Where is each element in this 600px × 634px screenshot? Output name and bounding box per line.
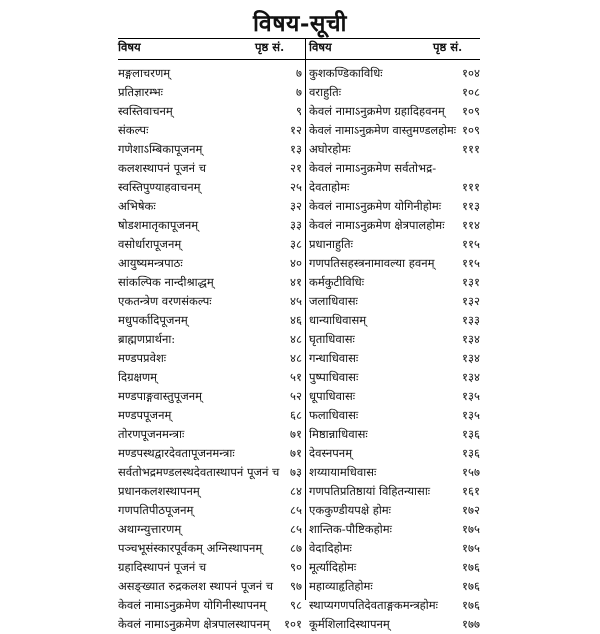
toc-entry-page: ११५ [462,256,480,270]
toc-entry-title [309,615,390,634]
toc-entry-title-line: मण्डपस्थद्वारदेवतापूजनमन्त्राः [118,446,235,460]
toc-entry-title [118,463,279,482]
toc-entry-title [309,482,430,501]
left-toc-column [118,64,302,634]
toc-entry-title-line: षोडशमातृकापूजनम् [118,218,199,232]
toc-entry-title [309,330,355,349]
toc-entry [309,121,480,140]
left-subject-header: विषय [118,40,141,54]
toc-entry-title [118,64,170,83]
toc-entry [309,406,480,425]
toc-entry-page: १७७ [462,617,480,631]
toc-entry-page: ७१ [290,427,302,441]
toc-entry-page: १११ [462,142,480,156]
toc-entry-title [309,387,355,406]
toc-entry-title [309,254,435,273]
toc-entry-title [309,463,376,482]
toc-entry-title [309,311,366,330]
toc-entry [309,102,480,121]
toc-entry [309,159,480,197]
toc-entry [118,140,302,159]
toc-entry-page: ११३ [462,199,480,213]
toc-entry-page: ९७ [290,579,302,593]
toc-entry-title-line: वराहुतिः [309,85,342,99]
toc-entry-page: ४६ [290,313,302,327]
toc-entry [118,463,302,482]
toc-entry-title-line: धूपाधिवासः [309,389,356,403]
toc-entry [118,596,302,615]
toc-entry-title-line: गन्धाधिवासः [309,351,359,365]
toc-entry-title [118,216,198,235]
toc-entry-title [118,330,175,349]
toc-entry-page: १०४ [462,66,480,80]
toc-entry-page: ८५ [290,522,302,536]
toc-entry-title-line: केवलं नामाऽनुक्रमेण क्षेत्रपालहोमः [309,218,445,232]
toc-entry-page: ८५ [290,503,302,517]
toc-entry-title-line: अभिषेकः [118,199,156,213]
toc-entry-page: ८४ [290,484,302,498]
toc-entry-title [309,349,358,368]
toc-entry-title-line: शय्यायामधिवासः [309,465,377,479]
toc-entry [118,311,302,330]
toc-entry [118,368,302,387]
toc-entry-title [118,444,235,463]
toc-entry-page: ७१ [290,446,302,460]
toc-entry-title [118,577,273,596]
toc-entry [309,501,480,520]
toc-entry-title-line: गणपतिसहस्त्रनामावल्या हवनम् [309,256,435,270]
toc-entry-title [309,368,358,387]
toc-entry [118,406,302,425]
toc-entry-title-line: देवताहोमः [309,180,350,194]
toc-entry-page: १३२ [462,294,480,308]
toc-entry-title-line: मण्डपाङ्गवास्तुपूजनम् [118,389,203,403]
toc-entry-title-line: वेदादिहोमः [309,541,352,555]
toc-entry-page: ४५ [290,294,302,308]
toc-entry-title [309,83,341,102]
toc-entry [118,444,302,463]
header-top-rule [118,38,480,39]
toc-entry [309,368,480,387]
toc-entry [309,425,480,444]
toc-entry [309,349,480,368]
toc-entry-title [309,558,356,577]
toc-entry [309,596,480,615]
toc-entry-title-line: देवस्नपनम् [309,446,353,460]
toc-entry-title [309,159,436,197]
toc-entry-title-line: मिष्ठान्नाधिवासः [309,427,368,441]
toc-entry-page: ६८ [290,408,302,422]
toc-entry-title [118,83,163,102]
toc-entry [118,482,302,501]
toc-entry [118,273,302,292]
toc-entry-title-line: प्रधानाहुतिः [309,237,353,251]
toc-entry-title [118,482,200,501]
toc-entry-page: १३४ [462,351,480,365]
toc-entry-title [118,121,148,140]
toc-entry-title-line: ग्रहादिस्थापनं पूजनं च [118,560,207,574]
toc-entry-title [118,102,173,121]
toc-entry-page: १०९ [462,104,480,118]
toc-entry [118,121,302,140]
toc-entry-title-line: केवलं नामाऽनुक्रमेण योगिनीहोमः [309,199,442,213]
toc-entry-page: १३१ [462,275,480,289]
toc-entry-page: २१ [290,161,302,175]
toc-entry-page: ७ [296,66,302,80]
toc-entry-title-line: केवलं नामाऽनुक्रमेण सर्वतोभद्र- [309,161,437,175]
toc-entry-title [309,425,368,444]
toc-entry-title [309,444,352,463]
toc-entry [118,539,302,558]
toc-entry [309,539,480,558]
toc-entry-title [309,406,358,425]
toc-entry-title [118,311,188,330]
toc-entry-page: ३८ [290,237,302,251]
toc-entry-title-line: तोरणपूजनमन्त्राः [118,427,185,441]
toc-entry-title [309,273,364,292]
toc-entry-page: ३३ [290,218,302,232]
toc-entry [118,501,302,520]
toc-entry-title-line: आयुष्यमन्त्रपाठः [118,256,183,270]
toc-entry [309,463,480,482]
toc-entry-title-line: सांकल्पिक नान्दीश्राद्धम् [118,275,214,289]
toc-entry [309,64,480,83]
toc-entry [309,558,480,577]
toc-entry-page: ४८ [290,332,302,346]
toc-entry [309,273,480,292]
toc-entry-title [118,273,214,292]
toc-entry-page: ३२ [290,199,302,213]
toc-entry-title-line: वसोर्धारापूजनम् [118,237,182,251]
toc-entry-title-line: अघोरहोमः [309,142,351,156]
toc-entry-page: ९८ [290,598,302,612]
toc-entry-title-line: केवलं नामाऽनुक्रमेण क्षेत्रपालस्थापनम् [118,617,270,631]
toc-entry [309,235,480,254]
toc-entry [118,102,302,121]
toc-entry [118,159,302,178]
toc-entry-page: १३६ [462,446,480,460]
toc-entry-title-line: प्रतिज्ञारम्भः [118,85,163,99]
toc-entry-page: १०९ [462,123,480,137]
toc-entry [309,83,480,102]
toc-entry [309,292,480,311]
toc-entry-title [309,121,456,140]
toc-entry [118,330,302,349]
toc-entry-title-line: स्वस्तिवाचनम् [118,104,173,118]
toc-entry-title-line: मूर्त्यादिहोमः [309,560,357,574]
toc-entry-page: ४० [290,256,302,270]
toc-entry-title [118,520,181,539]
column-divider [305,38,306,600]
toc-entry-title-line: ब्राह्मणप्रार्थना: [118,332,176,346]
toc-entry [309,254,480,273]
toc-entry-title-line: जलाधिवासः [309,294,358,308]
toc-entry-title [118,387,202,406]
toc-entry-page: २५ [290,180,302,194]
toc-entry-title [118,406,171,425]
toc-entry-title [309,64,383,83]
toc-entry-title-line: मधुपर्कादिपूजनम् [118,313,188,327]
toc-entry-title [118,615,270,634]
toc-entry-title-line: गणेशाऽम्बिकापूजनम् [118,142,203,156]
toc-entry-title-line: एकतन्त्रेण वरणसंकल्पः [118,294,212,308]
toc-entry-title-line: प्रधानकलशस्थापनम् [118,484,200,498]
toc-entry-title-line: दिग्रक्षणम् [118,370,158,384]
toc-entry [118,577,302,596]
toc-entry-title-line: केवलं नामाऽनुक्रमेण ग्रहादिहवनम् [309,104,445,118]
toc-entry-page: १३५ [462,389,480,403]
toc-entry-title-line: स्वस्तिपुण्याहवाचनम् [118,180,201,194]
toc-entry-title [118,539,262,558]
right-subject-header: विषय [309,40,332,54]
toc-entry [118,558,302,577]
toc-entry-title-line: कर्मकुटीविधिः [309,275,365,289]
toc-entry-page: १३४ [462,332,480,346]
toc-entry-page: १७२ [462,503,480,517]
left-page-header: पृष्ठ सं. [255,40,285,54]
toc-entry-title [118,178,201,197]
toc-entry-title [118,292,212,311]
toc-entry [118,615,302,634]
toc-entry-page: १७५ [462,541,480,555]
toc-entry-title [118,425,184,444]
toc-entry-title [309,539,352,558]
toc-entry [118,292,302,311]
toc-entry [309,444,480,463]
page-title: विषय-सूची [252,10,348,37]
toc-entry-title-line: असङ्ख्यात रुद्रकलश स्थापनं पूजनं च [118,579,274,593]
toc-entry-title-line: केवलं नामाऽनुक्रमेण योगिनीस्थापनम् [118,598,267,612]
toc-entry-title [309,140,351,159]
toc-entry-title-line: पुष्पाधिवासः [309,370,359,384]
toc-entry-title [118,197,156,216]
toc-entry-title [118,558,206,577]
toc-entry-page: १७६ [462,598,480,612]
toc-entry-title-line: गणपतिपीठपूजनम् [118,503,194,517]
toc-entry-title [118,349,166,368]
toc-entry-title [118,159,206,178]
toc-entry [118,83,302,102]
toc-entry-title-line: कलशस्थापनं पूजनं च [118,161,206,175]
toc-entry [118,64,302,83]
header-bottom-rule [118,59,480,60]
toc-entry-title [309,102,445,121]
toc-entry-title-line: घृताधिवासः [309,332,355,346]
toc-entry-title [309,577,373,596]
toc-entry [118,216,302,235]
toc-entry [309,520,480,539]
toc-entry [118,254,302,273]
toc-entry-page: १३६ [462,427,480,441]
toc-entry-title [118,254,183,273]
toc-entry-title-line: महाव्याहृतिहोमः [309,579,373,593]
toc-entry [309,140,480,159]
toc-entry-title [309,596,438,615]
toc-entry-page: ११५ [462,237,480,251]
toc-entry-page: १७६ [462,560,480,574]
right-toc-column [309,64,480,634]
toc-entry [118,197,302,216]
toc-entry-title [118,368,157,387]
toc-entry-page: ५१ [290,370,302,384]
toc-entry-title-line: मण्डपपूजनम् [118,408,172,422]
toc-entry-title-line: कुशकण्डिकाविधिः [309,66,383,80]
toc-entry-title-line: सर्वतोभद्रमण्डलस्थदेवतास्थापनं पूजनं च [118,465,280,479]
toc-entry-title [309,501,391,520]
toc-entry [118,178,302,197]
toc-entry-page: ५२ [290,389,302,403]
toc-entry-title-line: संकल्पः [118,123,149,137]
toc-entry [118,520,302,539]
toc-entry-page: १७५ [462,522,480,536]
toc-entry [118,349,302,368]
toc-entry-page: १३३ [462,313,480,327]
toc-entry-title-line: स्थाप्यगणपतिदेवताङ्गकमन्त्रहोमः [309,598,438,612]
toc-entry-page: १२ [290,123,302,137]
toc-entry [309,615,480,634]
toc-entry-title-line: गणपतिप्रतिष्ठायां विहितन्यासाः [309,484,431,498]
toc-entry [309,577,480,596]
toc-entry [309,387,480,406]
toc-entry-page: ९० [290,560,302,574]
toc-entry [309,197,480,216]
toc-entry-title-line: फलाधिवासः [309,408,359,422]
toc-entry [118,425,302,444]
right-page-header: पृष्ठ सं. [433,40,463,54]
toc-entry-page: ४१ [290,275,302,289]
toc-entry-title [309,235,353,254]
toc-entry-title [118,501,193,520]
toc-entry [118,387,302,406]
toc-entry-title [118,235,181,254]
toc-entry-title-line: मण्डपप्रवेशः [118,351,167,365]
toc-entry-title-line: कूर्मशिलादिस्थापनम् [309,617,390,631]
toc-entry-title [309,216,445,235]
toc-entry-title-line: धान्याधिवासम् [309,313,367,327]
toc-entry-page: १११ [462,180,480,194]
toc-entry-page: ७३ [290,465,302,479]
toc-entry-title-line: केवलं नामाऽनुक्रमेण वास्तुमण्डलहोमः [309,124,457,137]
toc-entry-page: ९ [296,104,302,118]
toc-entry-title-line: शान्तिक-पौष्टिकहोमः [309,522,392,536]
toc-entry-title [118,596,266,615]
toc-entry-title-line: पञ्चभूसंस्कारपूर्वकम् अग्निस्थापनम् [118,541,263,555]
toc-entry-title-line: मङ्गलाचरणम् [118,66,171,80]
toc-entry [118,235,302,254]
toc-entry-title [309,520,392,539]
toc-entry-title-line: अथाग्न्युत्तारणम् [118,522,182,536]
toc-entry-page: १७६ [462,579,480,593]
toc-entry-title [309,197,441,216]
toc-entry [309,311,480,330]
toc-entry-page: ७ [296,85,302,99]
toc-entry-title [309,292,358,311]
toc-entry-page: ८७ [290,541,302,555]
toc-entry-page: १३ [290,142,302,156]
toc-entry-title-line: एककुण्डीयपक्षे होमः [309,503,392,517]
toc-entry [309,216,480,235]
toc-entry-page: १३५ [462,408,480,422]
toc-entry-page: १०८ [462,85,480,99]
toc-entry [309,482,480,501]
toc-entry-page: ११४ [462,218,480,232]
toc-entry-page: ४८ [290,351,302,365]
toc-entry-page: १५७ [462,465,480,479]
toc-entry-title [118,140,202,159]
toc-entry-page: १३४ [462,370,480,384]
toc-entry-page: १०१ [284,617,302,631]
toc-entry [309,330,480,349]
toc-entry-page: १६१ [462,484,480,498]
